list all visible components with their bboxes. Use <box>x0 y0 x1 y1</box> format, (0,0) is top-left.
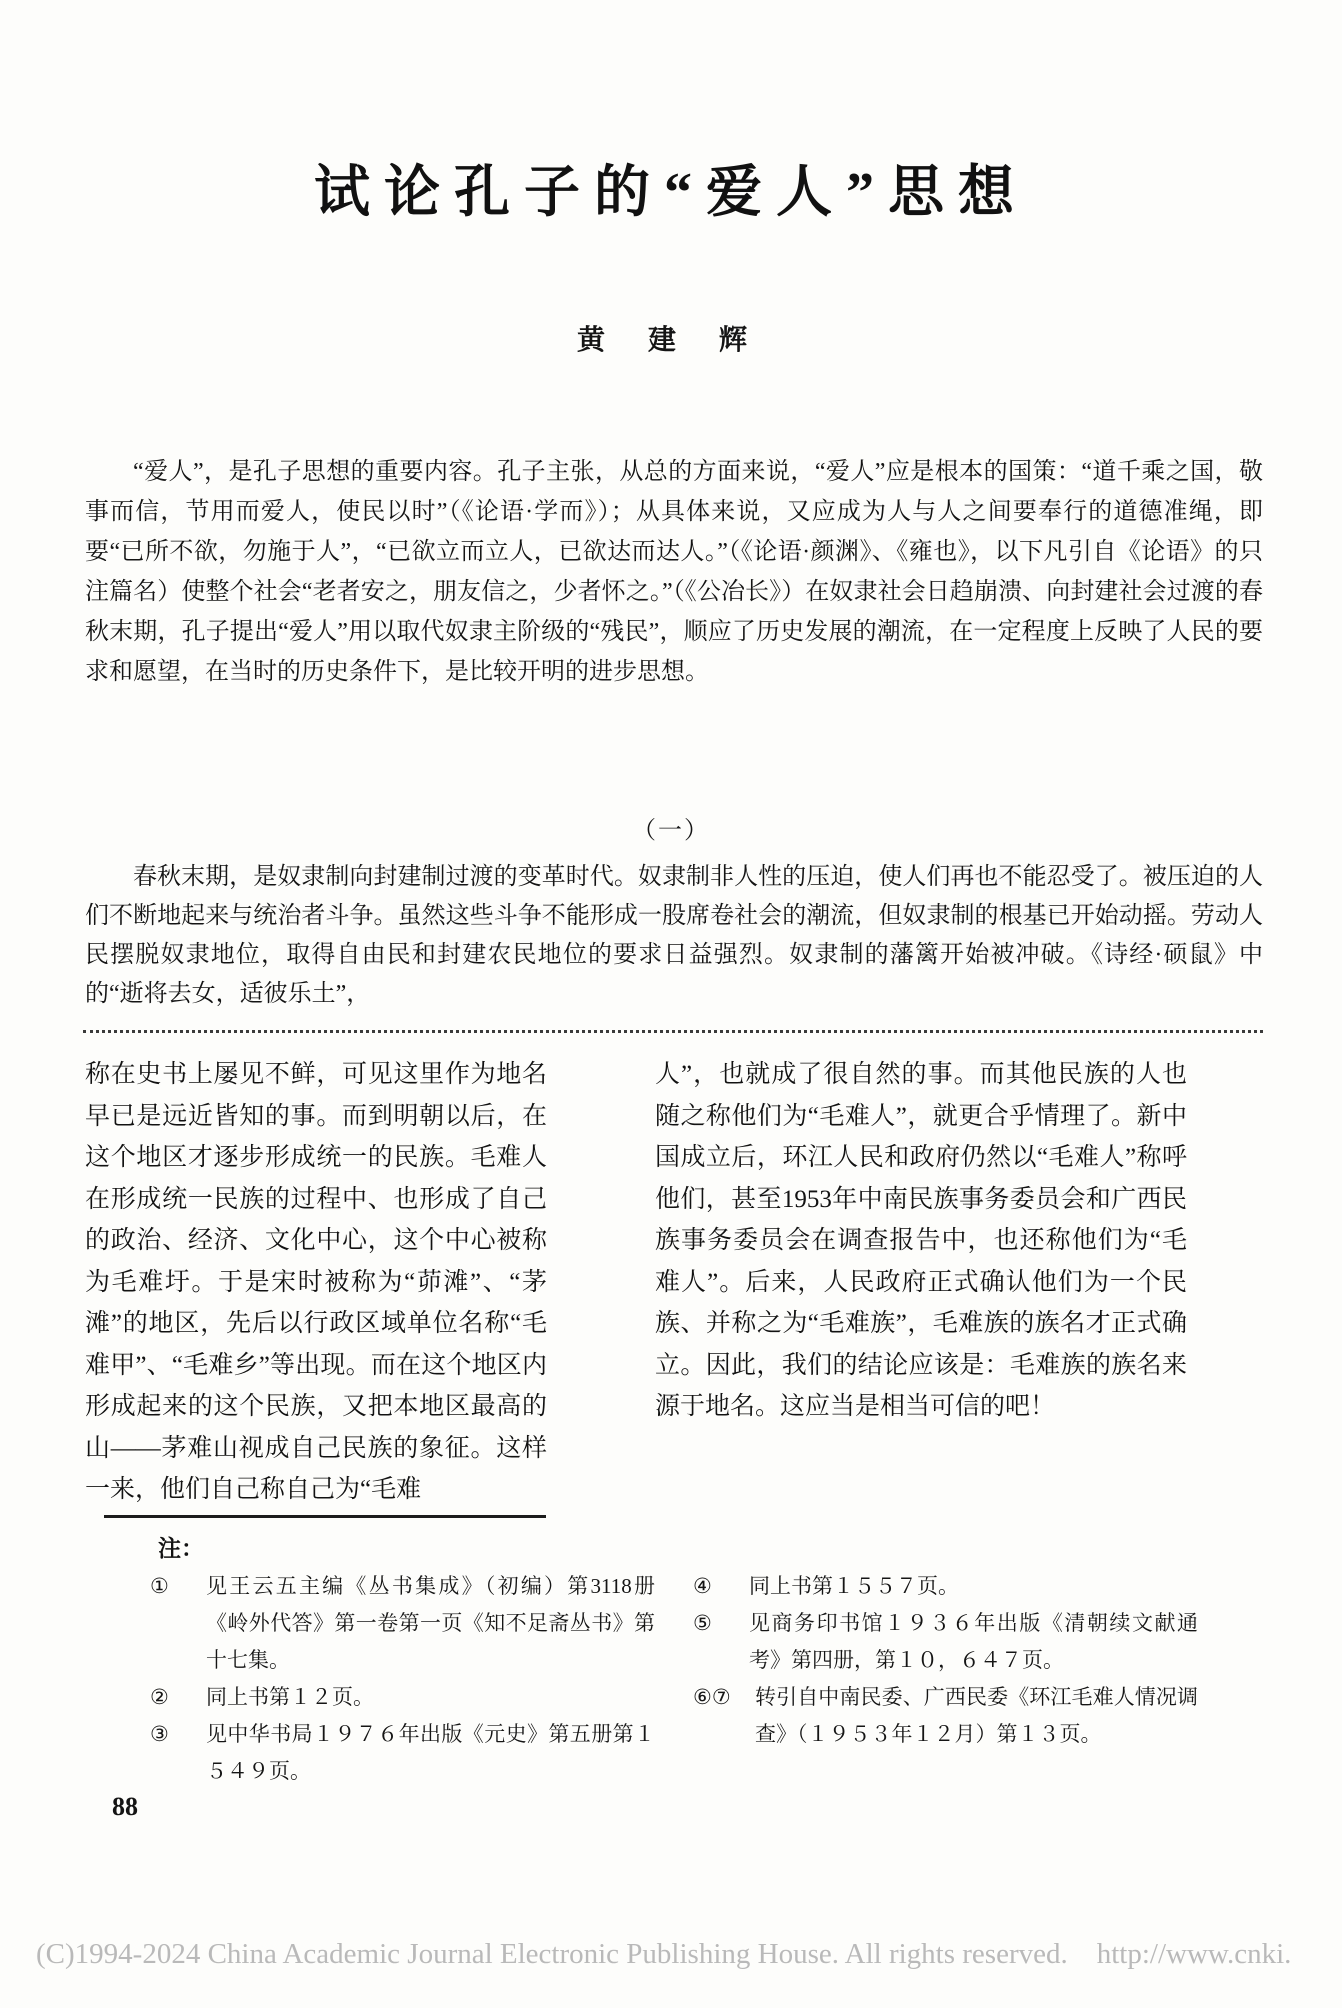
notes-heading: 注： <box>158 1536 204 1561</box>
page-number: 88 <box>112 1792 138 1821</box>
note-item-2 <box>150 1679 655 1716</box>
note-text-6-7: 转引自中南民委、广西民委《环江毛难人情况调查》（１９５３年１２月）第１３页。 <box>755 1685 1198 1746</box>
note-text-2: 同上书第１２页。 <box>206 1685 374 1709</box>
article-author: 黄 建 辉 <box>576 325 765 356</box>
note-number-1: ① <box>150 1574 169 1598</box>
note-item-3 <box>150 1716 655 1790</box>
note-text-5: 见商务印书馆１９３６年出版《清朝续文献通考》第四册，第１０，６４７页。 <box>749 1611 1198 1672</box>
footnote-rule <box>104 1515 546 1518</box>
note-item-6-7 <box>693 1679 1198 1753</box>
copyright-footer: (C)1994-2024 China Academic Journal Electronic Publishing House. All rights reserved. http://www.cnki. <box>36 1938 1292 1970</box>
note-text-4: 同上书第１５５７页。 <box>749 1574 959 1598</box>
article-separator-rule <box>83 1030 1263 1033</box>
notes-right-column <box>693 1568 1198 1753</box>
note-number-3: ③ <box>150 1722 169 1746</box>
article-paragraph-2: 春秋末期，是奴隶制向封建制过渡的变革时代。奴隶制非人性的压迫，使人们再也不能忍受了。被压迫的人们不断地起来与统治者斗争。虽然这些斗争不能形成一股席卷社会的潮流，但奴隶制的根基已开始动摇。劳动人民摆脱奴隶地位，取得自由民和封建农民地位的要求日益强烈。奴隶制的藩篱开始被冲破。《诗经·硕鼠》中的“逝将去女，适彼乐土”， <box>85 864 1263 1007</box>
note-text-1: 见王云五主编《丛书集成》（初编）第3118册《岭外代答》第一卷第一页《知不足斋丛书》第十七集。 <box>206 1574 655 1672</box>
note-number-6-7: ⑥⑦ <box>693 1685 731 1709</box>
continuation-left-column: 称在史书上屡见不鲜，可见这里作为地名早已是远近皆知的事。而到明朝以后，在这个地区才逐步形成统一的民族。毛难人在形成统一民族的过程中、也形成了自己的政治、经济、文化中心，这个中心被称为毛难圩。于是宋时被称为“茆滩”、“茅滩”的地区，先后以行政区域单位名称“毛难甲”、“毛难乡”等出现。而在这个地区内形成起来的这个民族，又把本地区最高的山——茅难山视成自己民族的象征。这样一来，他们自己称自己为“毛难 <box>85 1061 547 1503</box>
note-item-4 <box>693 1568 1198 1605</box>
note-item-5 <box>693 1605 1198 1679</box>
article-title: 试论孔子的“爱人”思想 <box>314 162 1028 224</box>
note-number-5: ⑤ <box>693 1611 712 1635</box>
note-item-1 <box>150 1568 655 1679</box>
note-text-3: 见中华书局１９７６年出版《元史》第五册第１５４９页。 <box>206 1722 655 1783</box>
notes-left-column <box>150 1568 655 1790</box>
article-paragraph-1: “爱人”，是孔子思想的重要内容。孔子主张，从总的方面来说，“爱人”应是根本的国策：“道千乘之国，敬事而信，节用而爱人，使民以时”（《论语·学而》）；从具体来说，又应成为人与人之间要奉行的道德准绳，即要“已所不欲，勿施于人”，“已欲立而立人，已欲达而达人。”（《论语·颜渊》、《雍也》，以下凡引自《论语》的只注篇名）使整个社会“老者安之，朋友信之，少者怀之。”（《公冶长》）在奴隶社会日趋崩溃、向封建社会过渡的春秋末期，孔子提出“爱人”用以取代奴隶主阶级的“残民”，顺应了历史发展的潮流，在一定程度上反映了人民的要求和愿望，在当时的历史条件下，是比较开明的进步思想。 <box>85 459 1263 685</box>
note-number-2: ② <box>150 1685 169 1709</box>
section-one-marker: （一） <box>632 818 710 844</box>
continuation-right-column: 人”，也就成了很自然的事。而其他民族的人也随之称他们为“毛难人”，就更合乎情理了。新中国成立后，环江人民和政府仍然以“毛难人”称呼他们，甚至1953年中南民族事务委员会和广西民族事务委员会在调查报告中，也还称他们为“毛难人”。后来，人民政府正式确认他们为一个民族、并称之为“毛难族”，毛难族的族名才正式确立。因此，我们的结论应该是：毛难族的族名来源于地名。这应当是相当可信的吧！ <box>655 1061 1187 1420</box>
note-number-4: ④ <box>693 1574 712 1598</box>
